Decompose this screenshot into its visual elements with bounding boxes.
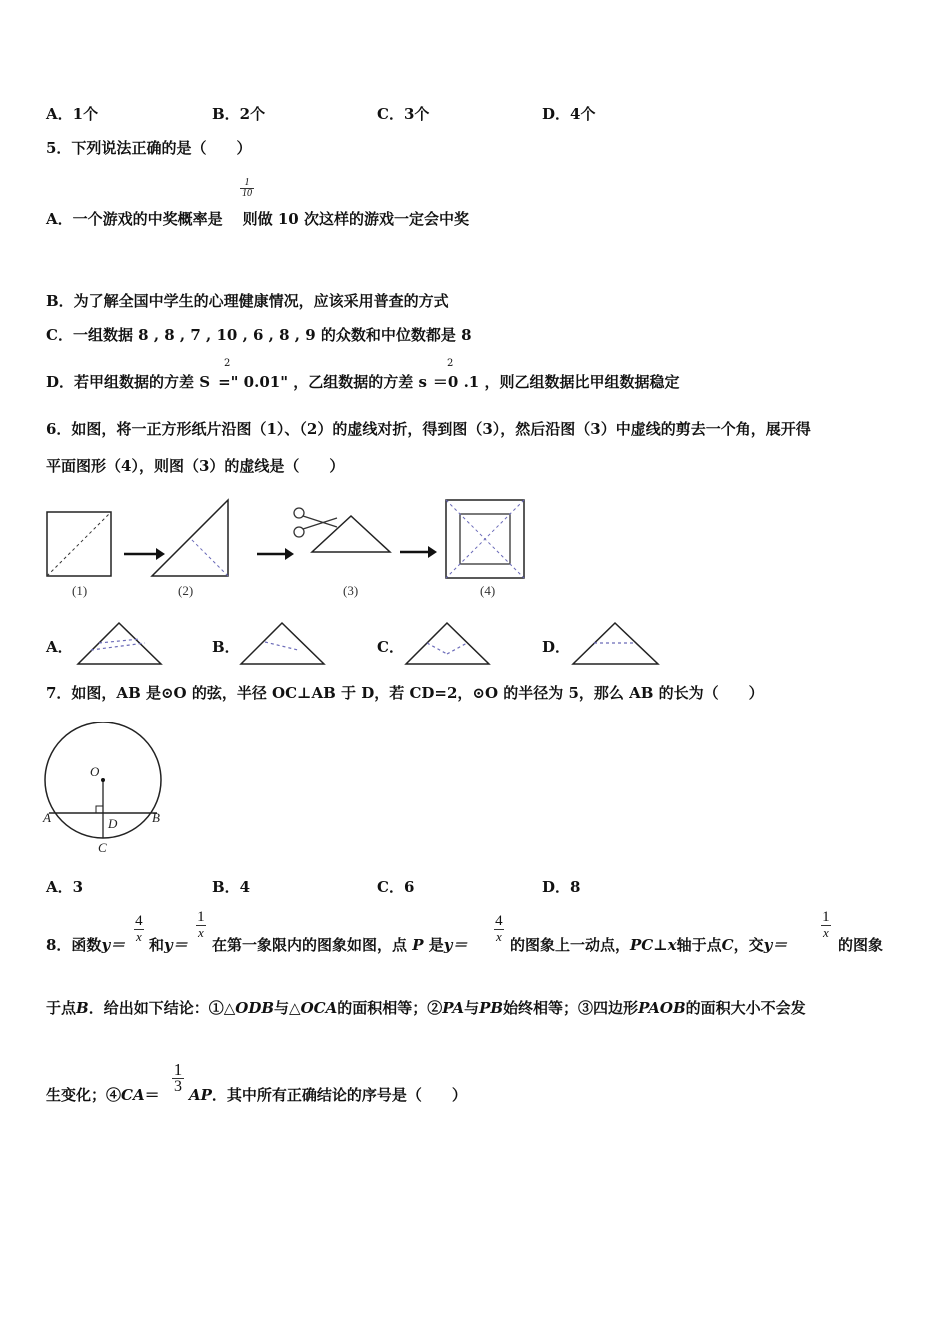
q7-circle-figure (42, 722, 168, 856)
q5-stem: 5．下列说法正确的是（ ） (46, 139, 252, 157)
q8-c: C (721, 936, 734, 954)
q7-option-a[interactable]: A．3 (46, 878, 84, 896)
q8-l1f: ⊥ (653, 936, 668, 954)
q5-d-sup1: 2 (224, 358, 231, 369)
q6-stem-line1: 6．如图，将一正方形纸片沿图（1）、（2）的虚线对折，得到图（3），然后沿图（3）中虚线的剪去一个角，展开得 (46, 420, 811, 438)
q8-yeq-1: y＝ (101, 936, 126, 954)
fig3-triangle (312, 516, 390, 552)
q6-option-c-label[interactable]: C． (377, 638, 404, 656)
q8-frac-1-over-x-1 (196, 910, 206, 939)
q5-a-prefix: A．一个游戏的中奖概率是 (46, 210, 223, 228)
q6-option-b-triangle[interactable] (238, 620, 328, 668)
q8-frac13-num: 1 (173, 1060, 183, 1079)
q8-line1-end (510, 934, 787, 955)
q8-frac4-num-1: 4 (135, 913, 143, 929)
q5-option-c[interactable]: C．一组数据 8 , 8 , 7 , 10 , 6 , 8 , 9 的众数和中位数都是 8 (46, 326, 472, 344)
q5-d-part2: =" 0.01" ，乙组数据的方差 s (218, 373, 427, 391)
q8-l2c: 与△ (274, 999, 301, 1017)
q8-l2a: 于点 (46, 999, 77, 1017)
label-a: A (43, 810, 51, 825)
q8-frac4-den-2: x (496, 929, 502, 944)
q8-frac-4-over-x-2 (494, 914, 504, 943)
q8-pc: PC (630, 936, 654, 954)
q5-option-a[interactable] (46, 208, 469, 229)
label-c: C (98, 840, 107, 855)
q6-option-a-triangle[interactable] (75, 620, 165, 668)
q6-stem-line2: 平面图形（4），则图（3）的虚线是（ ） (46, 457, 345, 475)
q8-line3-start (46, 1084, 160, 1105)
scissors-icon (294, 508, 337, 537)
q8-l1b: 和 (149, 936, 165, 954)
q6-option-c-triangle[interactable] (403, 620, 493, 668)
q5-option-d[interactable] (46, 371, 679, 392)
q5-option-b[interactable]: B．为了解全国中学生的心理健康情况，应该采用普查的方式 (46, 292, 449, 310)
q8-line1-mid (212, 934, 468, 955)
q5-d-part1: D．若甲组数据的方差 S (46, 373, 211, 391)
q8-l2f: 始终相等；③四边形 (503, 999, 639, 1017)
q8-line1-start (46, 934, 125, 955)
q8-paob: PAOB (638, 999, 686, 1017)
q5-d-sup2: 2 (447, 358, 454, 369)
q8-yeq-2: y＝ (164, 936, 188, 954)
q8-frac1-num-2: 1 (822, 909, 830, 925)
fig1-dashed-diagonal (47, 512, 111, 576)
q8-l2b: ．给出如下结论：①△ (88, 999, 236, 1017)
q8-l1d: 是 (428, 936, 444, 954)
q4-option-c[interactable]: C．3个 (377, 105, 430, 123)
q8-l2d: 的面积相等；② (337, 999, 443, 1017)
q5-d-part3: ＝0 .1 ，则乙组数据比甲组数据稳定 (432, 373, 680, 391)
q8-line3-end (189, 1084, 467, 1105)
q8-frac4-den-1: x (136, 929, 142, 944)
q8-frac1-den-2: x (823, 925, 829, 940)
q8-frac-1-over-x-2 (821, 910, 831, 939)
q8-yeq-4: y＝ (763, 936, 788, 954)
q8-pa: PA (442, 999, 465, 1017)
q8-l1h: ，交 (733, 936, 764, 954)
fig-label-2: (2) (178, 583, 194, 598)
q8-oca: OCA (300, 999, 338, 1017)
q8-ap: AP (189, 1086, 212, 1104)
q8-l2e: 与 (464, 999, 480, 1017)
q8-l3eq: ＝ (144, 1086, 160, 1104)
fig-label-3: (3) (343, 583, 359, 598)
q8-l1e: 的图象上一动点， (510, 936, 631, 954)
label-b: B (152, 810, 160, 825)
q7-stem: 7．如图，AB 是⊙O 的弦，半径 OC⊥AB 于 D，若 CD=2，⊙O 的半径为 5，那么 AB 的长为（ ） (46, 684, 764, 702)
q8-yeq-3: y＝ (443, 936, 468, 954)
q8-frac13-den: 3 (174, 1078, 182, 1095)
q8-ca: CA (121, 1086, 145, 1104)
q8-frac1-den-1: x (198, 925, 204, 940)
q5-a-suffix: 则做 10 次这样的游戏一定会中奖 (242, 210, 469, 228)
q8-p: P (412, 936, 424, 954)
q7-option-c[interactable]: C．6 (377, 878, 415, 896)
q8-l1g: 轴于点 (676, 936, 722, 954)
q4-option-a[interactable]: A．1个 (46, 105, 99, 123)
q8-and (149, 934, 188, 955)
q8-x: x (667, 936, 677, 954)
q8-frac1-num-1: 1 (197, 909, 205, 925)
q7-option-d[interactable]: D．8 (542, 878, 581, 896)
q6-option-d-label[interactable]: D． (542, 638, 571, 656)
q8-frac-1-over-3 (172, 1061, 184, 1095)
q4-option-d[interactable]: D．4个 (542, 105, 596, 123)
q7-option-b[interactable]: B．4 (212, 878, 251, 896)
q5-a-frac-den: 10 (242, 188, 252, 199)
q8-line2 (46, 997, 806, 1018)
q8-l1c: 在第一象限内的图象如图，点 (212, 936, 408, 954)
q5-a-fraction (240, 178, 254, 199)
q6-option-b-label[interactable]: B． (212, 638, 240, 656)
q8-l1a: 8．函数 (46, 936, 102, 954)
q6-option-a-label[interactable]: A． (46, 638, 73, 656)
q5-a-frac-num: 1 (244, 177, 250, 188)
label-o: O (90, 764, 100, 779)
q8-frac-4-over-x-1 (134, 914, 144, 943)
q8-b: B (76, 999, 89, 1017)
q4-option-b[interactable]: B．2个 (212, 105, 266, 123)
q6-option-d-triangle[interactable] (570, 620, 662, 668)
q6-folding-figure (44, 496, 528, 602)
q8-l3b: ．其中所有正确结论的序号是（ ） (211, 1086, 467, 1104)
q8-odb: ODB (235, 999, 275, 1017)
fig-label-1: (1) (72, 583, 88, 598)
q8-frac4-num-2: 4 (495, 913, 503, 929)
q8-l2g: 的面积大小不会发 (685, 999, 806, 1017)
q8-line1-tail: 的图象 (838, 936, 884, 954)
q8-pb: PB (479, 999, 504, 1017)
label-d: D (108, 816, 118, 831)
q8-l3a: 生变化；④ (46, 1086, 122, 1104)
fig-label-4: (4) (480, 583, 496, 598)
